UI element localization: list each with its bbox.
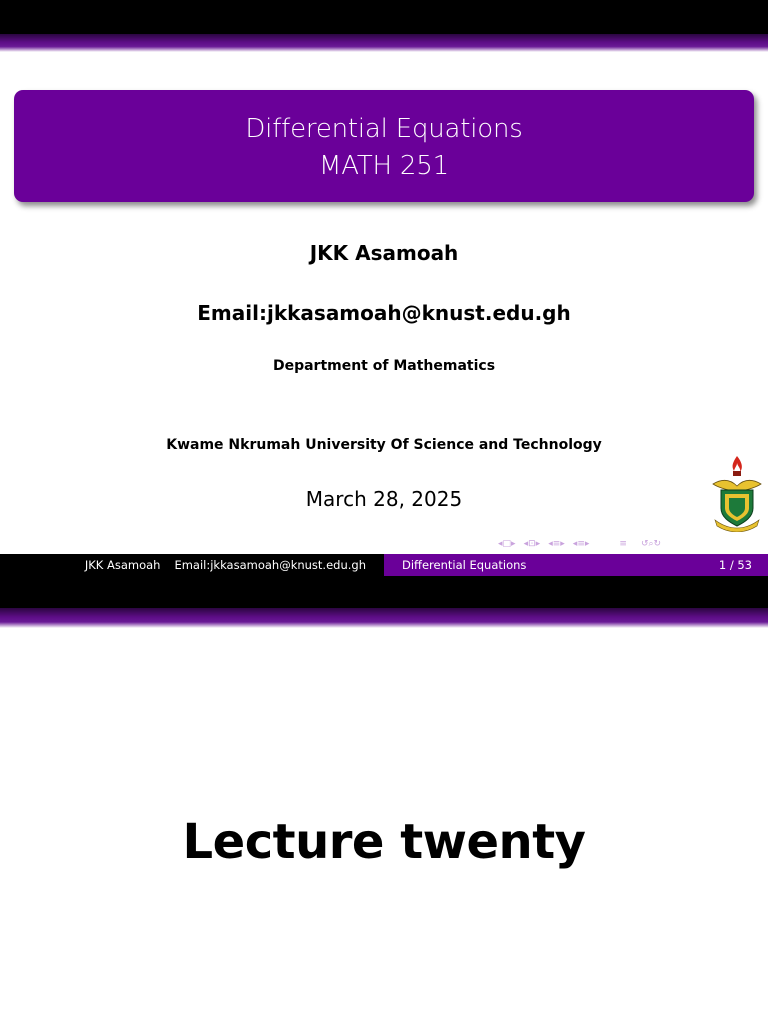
author-email: Email:jkkasamoah@knust.edu.gh bbox=[197, 301, 571, 325]
lecture-heading: Lecture twenty bbox=[182, 814, 586, 870]
nav-symbol[interactable]: ◂ bbox=[572, 539, 578, 549]
nav-symbol[interactable]: ▸ bbox=[584, 539, 590, 549]
nav-symbol[interactable]: ◂ bbox=[498, 539, 503, 549]
slide-title: Differential Equations bbox=[245, 114, 523, 144]
nav-symbol[interactable]: ◂ bbox=[523, 539, 529, 549]
author-name: JKK Asamoah bbox=[309, 241, 459, 265]
lecture-slide bbox=[0, 576, 768, 1024]
top-bar-stripe bbox=[0, 608, 768, 628]
top-bar bbox=[0, 576, 768, 608]
nav-symbol[interactable]: ◂ bbox=[548, 539, 553, 549]
nav-symbol[interactable]: ▸ bbox=[535, 539, 541, 549]
footer-short-title: Differential Equations bbox=[402, 558, 527, 572]
footer-right bbox=[384, 554, 768, 576]
beamer-navigation[interactable] bbox=[498, 537, 661, 551]
course-code: MATH 251 bbox=[319, 151, 449, 181]
top-bar bbox=[0, 0, 768, 34]
footer-author: JKK Asamoah bbox=[84, 558, 161, 572]
footer-left bbox=[0, 554, 384, 576]
nav-symbol[interactable]: ↺ bbox=[640, 539, 649, 549]
nav-symbol[interactable]: ⌕ bbox=[648, 539, 654, 549]
top-bar-stripe bbox=[0, 34, 768, 52]
nav-symbol[interactable]: ≡ bbox=[552, 539, 561, 549]
knust-crest-logo bbox=[709, 454, 765, 532]
nav-symbol[interactable]: ↻ bbox=[653, 539, 662, 549]
nav-symbol[interactable]: ⊡ bbox=[528, 539, 536, 549]
footer-bar bbox=[0, 554, 768, 576]
nav-symbol[interactable]: ▸ bbox=[560, 539, 565, 549]
department: Department of Mathematics bbox=[272, 358, 496, 374]
presentation-date: March 28, 2025 bbox=[305, 487, 463, 511]
nav-symbol[interactable]: □ bbox=[502, 539, 512, 549]
footer-email: Email:jkkasamoah@knust.edu.gh bbox=[174, 558, 366, 572]
nav-symbol[interactable]: ≡ bbox=[577, 539, 585, 549]
footer-page-number: 1 / 53 bbox=[718, 558, 752, 572]
university: Kwame Nkrumah University Of Science and Technology bbox=[166, 437, 602, 453]
nav-symbol[interactable]: ▸ bbox=[511, 539, 516, 549]
title-box bbox=[14, 90, 754, 202]
nav-symbol[interactable]: ≡ bbox=[619, 539, 627, 549]
